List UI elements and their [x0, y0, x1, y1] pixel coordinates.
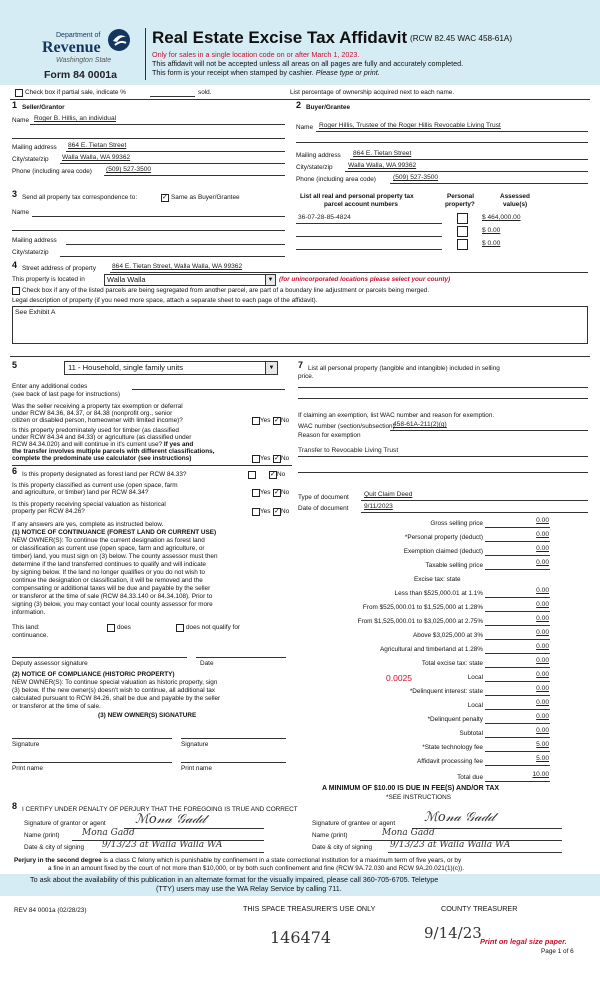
rule — [361, 512, 588, 513]
tax-line-label: Exemption claimed (deduct) — [403, 548, 483, 555]
dor-logo — [38, 26, 138, 88]
buyer-section-num: 2 — [296, 100, 302, 110]
minimum-fee-notice: A MINIMUM OF $10.00 IS DUE IN FEE(S) AND/OR TAX — [322, 785, 500, 792]
personal-section-num: 7 — [298, 360, 304, 370]
ownership-pct-note: List percentage of ownership acquired next to each name. — [290, 89, 455, 96]
buyer-name-field[interactable]: Roger Hillis, Trustee of the Roger Hillis Revocable Living Trust — [319, 122, 501, 129]
continuance-line: or transferor at the time of sale (RCW 84.33.140 or 84.34.108). Prior to — [12, 593, 213, 600]
segregated-checkbox[interactable] — [12, 287, 20, 295]
corr-label: Send all property tax correspondence to: — [22, 194, 138, 201]
rule — [110, 272, 588, 273]
seller-mailing-label: Mailing address — [12, 144, 57, 151]
grantee-name-label: Name (print) — [312, 832, 348, 839]
location-select-value: Walla Walla — [107, 275, 146, 284]
q-exemption-line3: citizen or disabled person, homeowner with limited income)? — [12, 417, 183, 424]
rule — [10, 356, 590, 357]
grantor-signature-mark[interactable]: ℳ𝑜𝓃𝒶 𝒢𝒶𝒹𝒹 — [135, 812, 206, 827]
grantor-signature-label: Signature of grantor or agent — [24, 820, 106, 827]
grantor-date-label: Date & city of signing — [24, 844, 85, 851]
rule — [12, 762, 172, 763]
forest-section-num: 6 — [12, 466, 18, 476]
continuance-line: continue the designation or classification, it will be removed and the — [12, 577, 203, 584]
assessed-col-header: Assessed — [500, 193, 530, 200]
q-timber-line1: Is this property predominately used for timber (as classified — [12, 427, 179, 434]
buyer-city-field[interactable]: Walla Walla, WA 99362 — [348, 162, 417, 169]
form-title: Real Estate Excise Tax Affidavit — [152, 28, 408, 47]
form-title-ref: (RCW 82.45 WAC 458-61A) — [410, 34, 513, 43]
use-section-num: 5 — [12, 360, 18, 370]
timber-yes-checkbox[interactable] — [252, 455, 260, 463]
assessed-value-3[interactable]: $ 0.00 — [482, 240, 501, 247]
no-label: No — [281, 417, 290, 424]
rule — [485, 751, 550, 752]
rule — [66, 244, 285, 245]
doc-type-field[interactable]: Quit Claim Deed — [364, 491, 413, 498]
local-tax-field[interactable]: 0.00 — [536, 671, 549, 678]
wac-label: WAC number (section/subsection) — [298, 423, 395, 430]
tier2-tax-field[interactable]: 0.00 — [536, 601, 549, 608]
continuance-line: or classification as current use (open space, farm and agriculture, or — [12, 545, 205, 552]
rule — [485, 541, 550, 542]
new-owner-signature-title: (3) NEW OWNER(S) SIGNATURE — [98, 712, 197, 719]
tax-line-label: Total due — [457, 774, 483, 781]
notice-line-1: Only for sales in a single location code on or after March 1, 2023. — [152, 50, 360, 59]
logo-dept-line: Department of — [56, 32, 101, 39]
grantee-signature-label: Signature of grantee or agent — [312, 820, 396, 827]
continuance-line: determine if the land transferred continues to qualify and will indicate — [12, 561, 206, 568]
rule — [66, 151, 285, 152]
page-indicator: Page 1 of 6 — [541, 948, 574, 955]
forest-yes-checkbox[interactable] — [248, 471, 256, 479]
tax-line-label: Local — [467, 702, 483, 709]
exemption-no-checkbox[interactable] — [273, 417, 281, 425]
rule — [12, 738, 172, 739]
signature-label: Signature — [12, 741, 40, 748]
seller-mailing-field[interactable]: 864 E. Tietan Street — [68, 142, 127, 149]
personal-checkbox-3[interactable] — [457, 239, 468, 250]
rule — [296, 249, 442, 250]
certify-section-num: 8 — [12, 801, 18, 811]
rule — [485, 709, 550, 710]
personal-col-header-2: property? — [445, 201, 475, 208]
taxable-price-field[interactable]: 0.00 — [536, 559, 549, 566]
doc-date-field[interactable]: 9/11/2023 — [364, 503, 393, 510]
personal-checkbox-1[interactable] — [457, 213, 468, 224]
land-does-not-label: does not qualify for — [186, 624, 240, 631]
tax-line-label: Gross selling price — [430, 520, 483, 527]
continuance-line: compensating or additional taxes will be due and payable by the seller — [12, 585, 211, 592]
rule — [196, 657, 286, 658]
rule — [485, 723, 550, 724]
rule — [124, 828, 264, 829]
tax-line-label: Affidavit processing fee — [417, 758, 483, 765]
current-use-no-checkbox[interactable] — [273, 489, 281, 497]
tax-line-label: Subtotal — [459, 730, 483, 737]
rule — [132, 389, 285, 390]
this-land-label: This land: — [12, 624, 40, 631]
continuance-line: signing (3) below, you may contact your local county assessor for more — [12, 601, 213, 608]
timber-no-checkbox[interactable] — [273, 455, 281, 463]
tech-fee-field[interactable]: 5.00 — [536, 741, 549, 748]
rule — [298, 387, 588, 388]
corr-name-label: Name — [12, 209, 30, 216]
tax-line-label: From $1,525,000.01 to $3,025,000 at 2.75% — [357, 618, 483, 625]
street-section-num: 4 — [12, 260, 18, 270]
yes-label: Yes — [260, 417, 271, 424]
located-note: (for unincorporated locations please select your county) — [279, 276, 451, 283]
exemption-reason-label: Reason for exemption — [298, 432, 361, 439]
land-does-checkbox[interactable] — [107, 624, 115, 632]
parcel-number-1[interactable]: 36-07-28-85-4824 — [298, 214, 351, 221]
q-timber-line3: RCW 84.34.020) and will continue in it's current use? If yes and — [12, 441, 194, 448]
rule — [485, 667, 550, 668]
rule — [361, 500, 588, 501]
tax-line-label: *Delinquent penalty — [427, 716, 483, 723]
q-historic-line1: Is this property receiving special valuation as historical — [12, 501, 166, 508]
doc-date-label: Date of document — [298, 505, 349, 512]
notice-line-2: This affidavit will not be accepted unless all areas on all pages are fully and accurately completed. — [152, 59, 464, 68]
no-label: No — [277, 471, 286, 478]
exemption-yes-checkbox[interactable] — [252, 417, 260, 425]
exemption-claim-label: If claiming an exemption, list WAC number and reason for exemption. — [298, 412, 495, 419]
continuance-line: NEW OWNER(S): To continue the current designation as forest land — [12, 537, 205, 544]
located-in-label: This property is located in — [12, 276, 85, 283]
treasurer-use-label: THIS SPACE TREASURER'S USE ONLY — [243, 904, 376, 913]
personal-list-label: List all personal property (tangible and intangible) included in selling — [308, 365, 500, 372]
use-code-select[interactable] — [64, 361, 278, 375]
tax-line-label: *State technology fee — [422, 744, 483, 751]
additional-codes-note: (see back of last page for instructions) — [12, 391, 120, 398]
rule — [485, 625, 550, 626]
rule — [298, 472, 588, 473]
rule — [12, 138, 285, 139]
buyer-section-label: Buyer/Grantee — [306, 104, 351, 111]
yes-instruction: If any answers are yes, complete as instructed below. — [12, 521, 164, 528]
delinquent-interest-local-field[interactable]: 0.00 — [536, 699, 549, 706]
location-select[interactable] — [104, 274, 276, 286]
historic-line: calculated pursuant to RCW 84.26, shall be due and payable by the seller — [12, 695, 221, 702]
county-treasurer-label: COUNTY TREASURER — [441, 904, 518, 913]
form-number: Form 84 0001a — [44, 69, 117, 81]
rule — [390, 183, 588, 184]
tax-line-label: From $525,000.01 to $1,525,000 at 1.28% — [362, 604, 483, 611]
rule — [30, 124, 285, 125]
seller-city-field[interactable]: Walla Walla, WA 99362 — [62, 154, 131, 161]
q-timber-line4: the transfer involves multiple parcels with different classifications, — [12, 448, 215, 455]
local-rate: 0.0025 — [386, 673, 412, 683]
segregated-label: Check box if any of the listed parcels are being segregated from another parcel, are part of a boundary line adjustment or parcels being merged. — [22, 287, 430, 294]
grantee-date-label: Date & city of signing — [312, 844, 373, 851]
certify-statement: I CERTIFY UNDER PENALTY OF PERJURY THAT THE FOREGOING IS TRUE AND CORRECT — [22, 806, 298, 813]
perjury-line-1: Perjury in the second degree is a class C felony which is punishable by confinement in a state correctional institution for a maximum term of five years, or by — [14, 857, 462, 864]
rule — [388, 852, 562, 853]
rule — [350, 159, 588, 160]
q-exemption-line2: under RCW 84.36, 84.37, or 84.38 (nonprofit org., senior — [12, 410, 173, 417]
header-divider — [145, 28, 146, 80]
q-timber-line5: complete the predominate use calculator (see instructions) — [12, 455, 192, 462]
tax-line-label: Less than $525,000.01 at 1.1% — [394, 590, 483, 597]
tax-line-label: Local — [467, 674, 483, 681]
partial-sale-label: Check box if partial sale, indicate % — [25, 89, 126, 96]
rule — [296, 236, 442, 237]
legal-description-field[interactable] — [12, 306, 588, 344]
grantee-date-field[interactable]: 9/13/23 at Walla Walla WA — [390, 840, 511, 850]
chevron-down-icon[interactable]: ▼ — [265, 362, 277, 374]
corr-mailing-label: Mailing address — [12, 237, 57, 244]
continuance-line: information. — [12, 609, 46, 616]
continuance-line: by signing below. If the land no longer qualifies or you do not wish to — [12, 569, 205, 576]
rule — [345, 171, 588, 172]
q-current-use-line2: and agriculture, or timber) land per RCW 84.34? — [12, 489, 149, 496]
tax-line-label: Total excise tax: state — [421, 660, 483, 667]
rule — [32, 216, 285, 217]
q-timber-line2: under RCW 84.34 and 84.33) or agriculture (as classified under — [12, 434, 192, 441]
rule — [12, 465, 292, 466]
logo-swirl-icon — [107, 28, 131, 52]
subtotal-field[interactable]: 0.00 — [536, 727, 549, 734]
revision-code: REV 84 0001a (02/28/23) — [14, 907, 87, 914]
see-instructions: *SEE INSTRUCTIONS — [386, 794, 451, 801]
buyer-mailing-field[interactable]: 864 E. Tietan Street — [353, 150, 412, 157]
exemption-reason-field[interactable]: Transfer to Revocable Living Trust — [298, 447, 399, 454]
buyer-name-label: Name — [296, 124, 314, 131]
rule — [485, 555, 550, 556]
q-forest: Is this property designated as forest land per RCW 84.33? — [22, 471, 187, 478]
no-label: No — [281, 455, 290, 462]
wac-field[interactable]: 458-61A-211(2)(g) — [393, 421, 447, 428]
delinquent-interest-state-field[interactable]: 0.00 — [536, 685, 549, 692]
buyer-mailing-label: Mailing address — [296, 152, 341, 159]
logo-state-line: Washington State — [56, 57, 112, 64]
grantor-name-field[interactable]: Mona Gadd — [82, 828, 135, 838]
grantee-signature-mark[interactable]: ℳ𝑜𝓃𝒶 𝒢𝒶𝒹𝒹 — [424, 810, 495, 825]
ag-timber-tax-field[interactable]: 0.00 — [536, 643, 549, 650]
seller-phone-label: Phone (including area code) — [12, 168, 92, 175]
rule — [485, 695, 550, 696]
deputy-signature-label: Deputy assessor signature — [12, 660, 88, 667]
seller-phone-field[interactable]: (509) 527-3500 — [106, 166, 152, 173]
rule — [296, 223, 442, 224]
seller-city-label: City/state/zip — [12, 156, 49, 163]
rule — [485, 765, 550, 766]
historic-no-checkbox[interactable] — [273, 508, 281, 516]
additional-codes-label: Enter any additional codes — [12, 383, 88, 390]
yes-label: Yes — [260, 508, 271, 515]
historic-line: (3) below. If the new owner(s) doesn't wish to continue, all additional tax — [12, 687, 215, 694]
tier3-tax-field[interactable]: 0.00 — [536, 615, 549, 622]
rule — [60, 256, 285, 257]
rule — [298, 398, 588, 399]
total-due-field[interactable]: 10.00 — [532, 771, 549, 778]
rule — [296, 142, 588, 143]
street-label: Street address of property — [22, 265, 96, 272]
seller-name-label: Name — [12, 117, 30, 124]
corr-city-label: City/state/zip — [12, 249, 49, 256]
no-label: No — [281, 508, 290, 515]
rule — [298, 456, 588, 457]
tax-line-label: Taxable selling price — [425, 562, 483, 569]
tax-line-label: *Personal property (deduct) — [404, 534, 483, 541]
rule — [485, 597, 550, 598]
rule — [485, 527, 550, 528]
excise-state-header: Excise tax: state — [414, 576, 461, 583]
tier1-tax-field[interactable]: 0.00 — [536, 587, 549, 594]
rule — [485, 681, 550, 682]
rule — [485, 611, 550, 612]
rule — [485, 639, 550, 640]
land-does-label: does — [117, 624, 131, 631]
street-address-field[interactable]: 864 E. Tietan Street, Walla Walla, WA 99362 — [112, 263, 243, 270]
rule — [181, 762, 286, 763]
continuance-word: continuance. — [12, 632, 49, 639]
print-name-label: Print name — [12, 765, 43, 772]
legal-description-value: See Exhibit A — [15, 309, 56, 316]
forest-no-checkbox[interactable] — [269, 471, 277, 479]
tier4-tax-field[interactable]: 0.00 — [536, 629, 549, 636]
rule — [181, 738, 286, 739]
chevron-down-icon[interactable]: ▼ — [265, 275, 275, 285]
seller-section-num: 1 — [12, 100, 18, 110]
yes-label: Yes — [260, 455, 271, 462]
exemption-deduct-field[interactable]: 0.00 — [536, 545, 549, 552]
treasurer-stamp-number: 146474 — [270, 928, 332, 947]
partial-sale-checkbox[interactable] — [15, 89, 23, 97]
assessed-col-header-2: value(s) — [503, 201, 528, 208]
rule — [60, 163, 285, 164]
rule — [100, 852, 264, 853]
logo-revenue-word: Revenue — [42, 39, 101, 56]
grantee-name-field[interactable]: Mona Gadd — [382, 828, 435, 838]
tax-line-label: Above $3,025,000 at 3% — [413, 632, 483, 639]
processing-fee-field[interactable]: 5.00 — [536, 755, 549, 762]
assessed-value-1[interactable]: $ 464,000.00 — [482, 214, 521, 221]
q-exemption-line1: Was the seller receiving a property tax exemption or deferral — [12, 403, 183, 410]
land-does-not-checkbox[interactable] — [176, 624, 184, 632]
personal-col-header: Personal — [447, 193, 474, 200]
continuance-title: (1) NOTICE OF CONTINUANCE (FOREST LAND OR CURRENT USE) — [12, 529, 217, 536]
doc-type-label: Type of document — [298, 494, 349, 501]
corr-section-num: 3 — [12, 189, 18, 199]
seller-section-label: Seller/Grantor — [22, 104, 65, 111]
seller-name-field[interactable]: Roger B. Hillis, an individual — [34, 115, 117, 122]
parcel-col-header: List all real and personal property tax — [300, 193, 414, 200]
perjury-line-2: a fine in an amount fixed by the court of not more than $10,000, or by both such confinement and fine (RCW 9A.72.030 and RCW 9A.20.021(1)(c)). — [48, 865, 464, 872]
signature-label: Signature — [181, 741, 209, 748]
rule — [485, 781, 550, 782]
legal-size-notice: Print on legal size paper. — [480, 937, 567, 946]
print-name-label: Print name — [181, 765, 212, 772]
rule — [485, 569, 550, 570]
alt-format-line-1: To ask about the availability of this publication in an alternate format for the visually impaired, please call 360-705-6705. Teletype — [30, 875, 439, 884]
personal-list-label-2: price. — [298, 373, 314, 380]
rule — [316, 131, 588, 132]
treasurer-stamp-date: 9/14/23 — [424, 924, 482, 942]
parcel-col-header-2: parcel account numbers — [324, 201, 398, 208]
assessed-value-2[interactable]: $ 0.00 — [482, 227, 501, 234]
no-label: No — [281, 489, 290, 496]
legal-desc-label: Legal description of property (if you need more space, attach a separate sheet to each page of the affidavit). — [12, 297, 318, 304]
use-code-value: 11 - Household, single family units — [68, 363, 184, 372]
buyer-city-label: City/state/zip — [296, 164, 333, 171]
historic-yes-checkbox[interactable] — [252, 508, 260, 516]
tax-line-label: Agricultural and timberland at 1.28% — [379, 646, 483, 653]
personal-property-deduct-field[interactable]: 0.00 — [536, 531, 549, 538]
alt-format-line-2: (TTY) users may use the WA Relay Service by calling 711. — [156, 884, 342, 893]
notice-line-3: This form is your receipt when stamped by cashier. Please type or print. — [152, 68, 380, 77]
q-historic-line2: property per RCW 84.26? — [12, 508, 85, 515]
grantor-name-label: Name (print) — [24, 832, 60, 839]
continuance-line: timber) land, you must sign on (3) below. The county assessor must then — [12, 553, 218, 560]
partial-sale-sold: sold. — [198, 89, 212, 96]
partial-sale-line — [150, 96, 195, 97]
buyer-phone-field[interactable]: (509) 527-3500 — [393, 174, 439, 181]
rule — [104, 175, 285, 176]
historic-title: (2) NOTICE OF COMPLIANCE (HISTORIC PROPERTY) — [12, 671, 175, 678]
grantor-date-field[interactable]: 9/13/23 at Walla Walla WA — [102, 840, 223, 850]
rule — [12, 657, 187, 658]
yes-label: Yes — [260, 489, 271, 496]
deputy-date-label: Date — [200, 660, 214, 667]
historic-line: or transferor at the time of sale. — [12, 703, 101, 710]
rule — [390, 430, 588, 431]
same-as-buyer-label: Same as Buyer/Grantee — [171, 194, 240, 201]
rule — [485, 653, 550, 654]
rule — [12, 230, 285, 231]
q-current-use-line1: Is this property classified as current use (open space, farm — [12, 482, 178, 489]
delinquent-penalty-field[interactable]: 0.00 — [536, 713, 549, 720]
buyer-phone-label: Phone (including area code) — [296, 176, 376, 183]
current-use-yes-checkbox[interactable] — [252, 489, 260, 497]
total-state-tax-field[interactable]: 0.00 — [536, 657, 549, 664]
same-as-buyer-checkbox[interactable] — [161, 194, 169, 202]
personal-checkbox-2[interactable] — [457, 226, 468, 237]
historic-line: NEW OWNER(S): To continue special valuation as historic property, sign — [12, 679, 218, 686]
gross-selling-price-field[interactable]: 0.00 — [536, 517, 549, 524]
rule — [485, 737, 550, 738]
tax-line-label: *Delinquent interest: state — [409, 688, 483, 695]
